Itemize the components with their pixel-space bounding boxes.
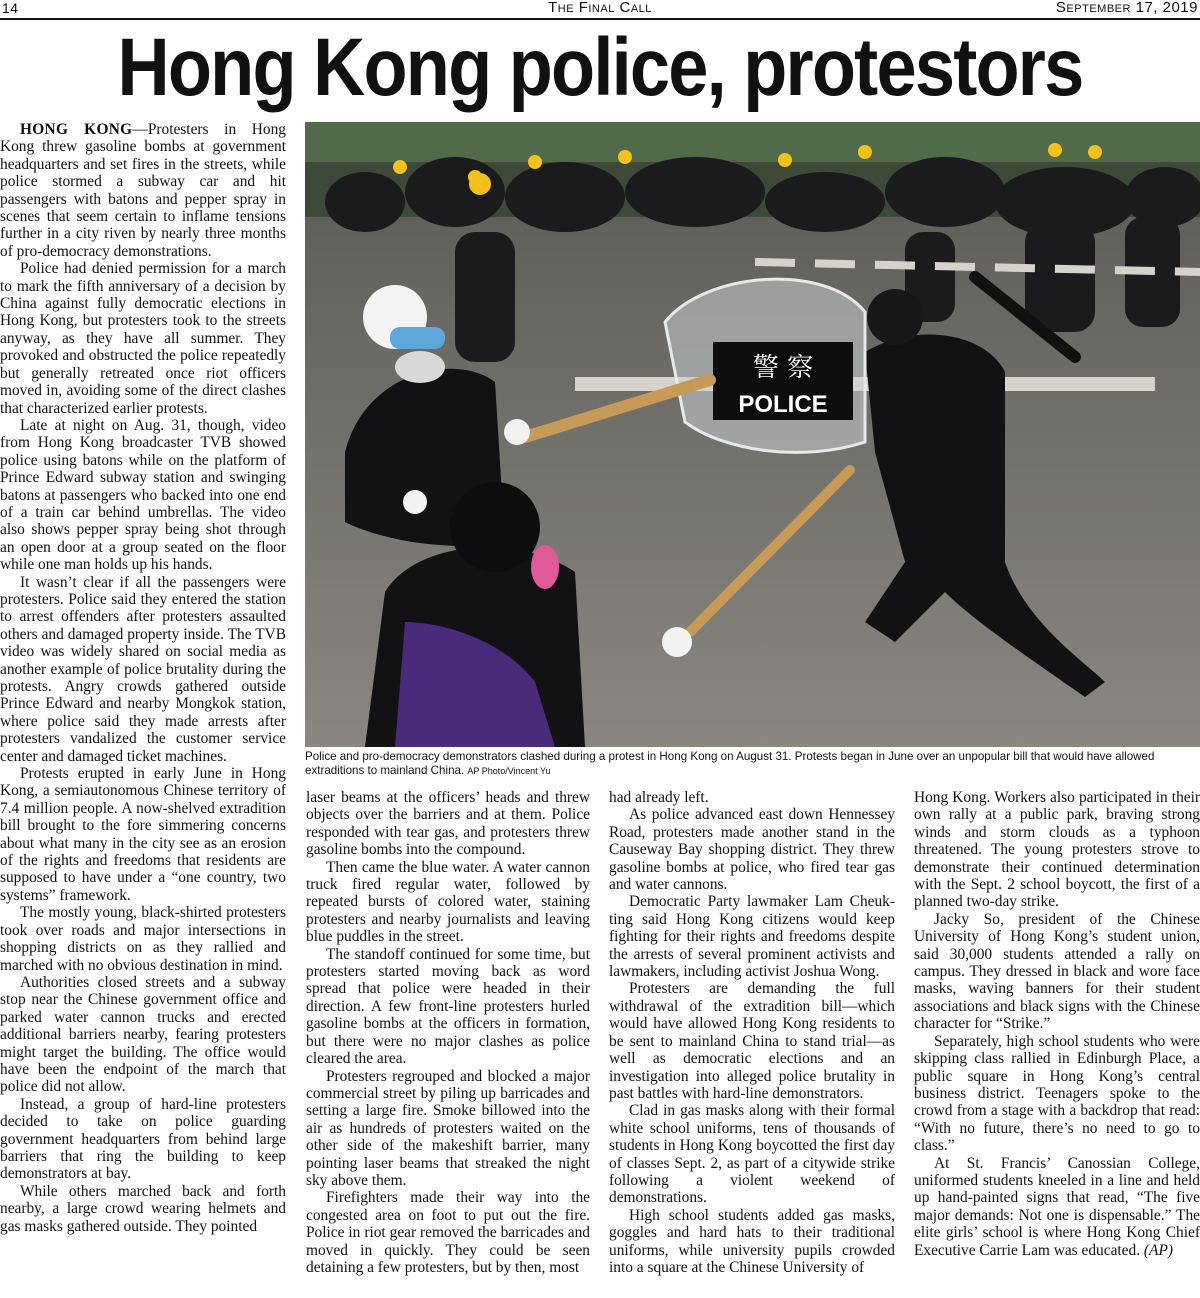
- protest-clash-illustration: [305, 122, 1200, 747]
- publication-name: The Final Call: [548, 0, 652, 16]
- photo-caption: [305, 750, 1198, 778]
- article-column-2: [306, 789, 590, 1276]
- article-paragraph: had already left.: [609, 789, 709, 806]
- article-paragraph: Hong Kong. Workers also participated in their own rally at a public park, braving strong winds and storm clouds as a typhoon threatened. The young protesters strove to demonstrate their continued determination with the Sept. 2 school boycott, the first of a planned two-day strike.: [914, 789, 1200, 911]
- caption-text: Police and pro-democracy demonstrators clashed during a protest in Hong Kong on August 31. Protests began in June over an unpopular bill that would have allowed extraditions to mainland China.: [305, 750, 1155, 777]
- agency-credit: (AP): [1143, 1241, 1173, 1259]
- article-column-1: [0, 121, 286, 1235]
- shield-chinese-text: 警 察: [752, 353, 814, 383]
- article-paragraph: The standoff continued for some time, but protesters started moving back as word spread that police were headed in their direction. A few front-line protesters hurled gasoline bombs at the officers in formation, but there were no major clashes as police cleared the area.: [306, 945, 590, 1068]
- article-paragraph: It wasn’t clear if all the passengers were protesters. Police said they entered the station to arrest offenders after protesters assaulted others and damaged property inside. The TVB video was widely shared on social media as another example of police brutality during the protests. Angry crowds gathered outside Prince Edward and nearby Mongkok station, where police said they made arrests after protesters vandalized the customer service center and damaged ticket machines.: [0, 573, 286, 765]
- article-paragraph: The mostly young, black-shirted protesters took over roads and major intersections in shopping districts on as they rallied and marched with no obvious destination in mind.: [0, 904, 286, 974]
- news-photo: [305, 122, 1200, 747]
- article-paragraph: Authorities closed streets and a subway stop near the Chinese government office and parked water cannon trucks and erected additional barriers nearby, fearing protesters might target the building. The office would have been the endpoint of the march that police did not allow.: [0, 973, 286, 1096]
- article-paragraph: Instead, a group of hard-line protesters decided to take on police guarding government headquarters from behind large barriers that ring the building to keep demonstrators at bay.: [0, 1095, 286, 1183]
- issue-date: September 17, 2019: [1055, 0, 1198, 16]
- article-paragraph: HONG KONG—Protesters in Hong Kong threw gasoline bombs at government headquarters and set fires in the streets, while police stormed a subway car and hit passengers with batons and pepper spray in scenes that seem certain to inflame tensions further in a city riven by nearly three months of pro-democracy demonstrations.: [0, 121, 286, 260]
- article-column-4: [914, 789, 1200, 1259]
- article-paragraph: Clad in gas masks along with their formal white school uniforms, tens of thousands of students in Hong Kong boycotted the first day of classes Sept. 2, as part of a citywide strike following a violent weekend of demonstrations.: [609, 1102, 895, 1207]
- dateline: HONG KONG: [20, 121, 133, 138]
- shield-english-text: POLICE: [738, 391, 828, 418]
- article-paragraph: Police had denied permission for a march to mark the fifth anniversary of a decision by China against fully democratic elections in Hong Kong, but protesters took to the streets anyway, as they have all summer. They provoked and obstructed the police repeatedly but generally retreated once riot officers moved in, avoiding some of the direct clashes that characterized earlier protests.: [0, 260, 286, 417]
- article-paragraph: Protests erupted in early June in Hong Kong, a semiautonomous Chinese territory of 7.4 million people. A now-shelved extradition bill brought to the fore simmering concerns about what many in the city see as an erosion of the rights and freedoms that residents are supposed to have under a “one country, two systems” framework.: [0, 765, 286, 904]
- article-column-3: [609, 789, 895, 1276]
- photo-credit: AP Photo/Vincent Yu: [467, 766, 551, 776]
- article-paragraph: Firefighters made their way into the congested area on foot to put out the fire. Police in riot gear removed the barricades and moved in quickly. They could be seen detaining a few protesters, but by then, most: [306, 1189, 590, 1276]
- article-paragraph: Then came the blue water. A water cannon truck fired regular water, followed by repeated bursts of colored water, staining protesters and nearby journalists and leaving blue puddles in the street.: [306, 858, 590, 946]
- article-paragraph: Protesters regrouped and blocked a major commercial street by piling up barricades and setting a large fire. Smoke billowed into the air as hundreds of protesters waited on the other side of the makeshift barrier, many pointing laser beams that streaked the night sky above them.: [306, 1067, 590, 1189]
- article-paragraph: Democratic Party lawmaker Lam Cheuk-ting said Hong Kong citizens would keep fighting for their rights and freedoms despite the arrests of several prominent activists and lawmakers, including activist Joshua Wong.: [609, 893, 895, 981]
- article-paragraph: Separately, high school students who were skipping class rallied in Edinburgh Place, a public square in Hong Kong’s central business district. Teenagers spoke to the crowd from a stage with a backdrop that read: “With no future, there’s no need to go to class.”: [914, 1032, 1200, 1155]
- page-number: 14: [2, 0, 19, 16]
- article-paragraph: At St. Francis’ Canossian College, uniformed students kneeled in a line and held up hand-painted signs that read, “The five major demands: Not one is dispensable.” The elite girls’ school is where Hong Kong Chief Executive Carrie Lam was educated. (AP): [914, 1154, 1200, 1259]
- article-paragraph: Protesters are demanding the full withdrawal of the extradition bill—which would have allowed Hong Kong residents to be sent to mainland China to stand trial—as well as democratic elections and an investigation into alleged police brutality in past battles with hard-line demonstrators.: [609, 980, 895, 1102]
- article-paragraph: High school students added gas masks, goggles and hard hats to their traditional uniforms, while university pupils crowded into a square at the Chinese University of: [609, 1206, 895, 1276]
- article-paragraph: laser beams at the officers’ heads and threw objects over the barriers and at them. Police responded with tear gas, and protesters threw gasoline bombs into the compound.: [306, 789, 590, 859]
- page-folio: [0, 0, 1200, 20]
- article-paragraph: While others marched back and forth nearby, a large crowd wearing helmets and gas masks gathered outside. They pointed: [0, 1182, 286, 1235]
- article-paragraph: As police advanced east down Hennessey Road, protesters made another stand in the Causeway Bay shopping district. They threw gasoline bombs at police, who fired tear gas and water cannons.: [609, 806, 895, 894]
- article-paragraph: Jacky So, president of the Chinese University of Hong Kong’s student union, said 30,000 students attended a rally on campus. They dressed in black and wore face masks, waving banners for their student associations and black signs with the Chinese character for “Strike.”: [914, 910, 1200, 1033]
- headline: Hong Kong police, protestors: [117, 22, 1083, 113]
- article-paragraph: Late at night on Aug. 31, though, video from Hong Kong broadcaster TVB showed police using batons while on the platform of Prince Edward subway station and swinging batons at passengers who backed into one end of a train car behind umbrellas. The video also shows pepper spray being shot through an open door at a group seated on the floor while one man holds up his hands.: [0, 416, 286, 574]
